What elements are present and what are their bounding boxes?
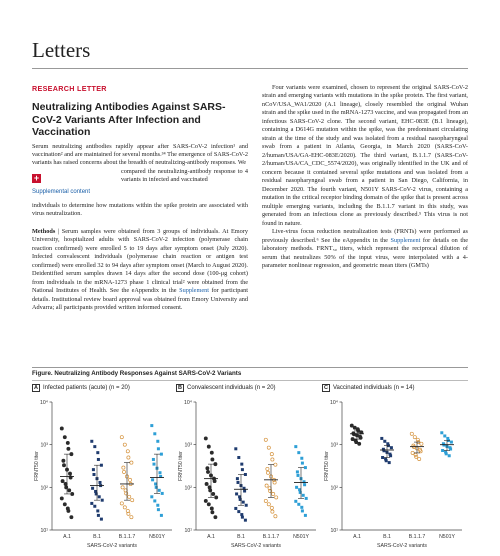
x-axis-title: SARS-CoV-2 variants: [231, 543, 281, 549]
data-point-B.1: [93, 473, 96, 476]
data-point-B.1.1.7: [272, 492, 275, 495]
panel-a-label: [32, 384, 130, 392]
data-point-B.1: [245, 504, 248, 507]
data-point-B.1.1.7: [274, 463, 277, 466]
data-point-N501Y: [450, 441, 453, 444]
panel-c-label: [322, 384, 414, 392]
x-tick-label: A.1: [207, 534, 215, 540]
data-point-A.1: [213, 479, 216, 482]
data-point-B.1: [243, 490, 246, 493]
data-point-N501Y: [296, 470, 299, 473]
data-point-N501Y: [443, 434, 446, 437]
data-point-B.1: [91, 487, 94, 490]
intro-side-text: compared the neutralizing-antibody response to 4 variants in infected and vaccinated: [121, 167, 248, 184]
y-tick-label: 10¹: [40, 528, 48, 534]
frnt-text-a: Live-virus focus reduction neutralization tests (FRNTs) were performed as previously described.⁶ See the eAppendix in the: [262, 228, 468, 244]
data-point-B.1: [240, 513, 243, 516]
data-point-B.1.1.7: [420, 442, 423, 445]
data-point-B.1.1.7: [123, 506, 126, 509]
x-axis-title: SARS-CoV-2 variants: [87, 543, 137, 549]
x-tick-label: B.1: [237, 534, 245, 540]
data-point-B.1: [390, 446, 393, 449]
supplemental-row: [32, 168, 248, 202]
data-point-B.1: [97, 514, 100, 517]
data-point-B.1.1.7: [275, 496, 278, 499]
y-axis-title: FRNT50 titer: [178, 451, 184, 481]
data-point-A.1: [62, 459, 65, 462]
data-point-B.1: [97, 458, 100, 461]
data-point-B.1.1.7: [266, 471, 269, 474]
supplement-link[interactable]: Supplement: [179, 287, 209, 295]
data-point-B.1.1.7: [265, 484, 268, 487]
methods-paragraph: [32, 228, 248, 313]
y-tick-label: 10³: [184, 442, 192, 449]
x-tick-label: B.1.1.7: [118, 534, 136, 540]
data-point-A.1: [210, 507, 213, 510]
data-point-A.1: [66, 441, 69, 444]
right-column: [262, 84, 468, 271]
data-point-B.1: [238, 495, 241, 498]
data-point-B.1: [99, 481, 102, 484]
data-point-B.1: [100, 464, 103, 467]
x-tick-label: B.1.1.7: [262, 534, 280, 540]
data-point-B.1.1.7: [264, 438, 267, 441]
data-point-B.1.1.7: [271, 510, 274, 513]
panel-b-chart: [176, 394, 322, 554]
data-point-N501Y: [159, 471, 162, 474]
data-point-B.1.1.7: [120, 436, 123, 439]
data-point-B.1: [237, 481, 240, 484]
x-tick-label: B.1.1.7: [408, 534, 426, 540]
data-point-N501Y: [152, 458, 155, 461]
data-point-A.1: [212, 492, 215, 495]
data-point-B.1.1.7: [267, 446, 270, 449]
data-point-B.1: [242, 501, 245, 504]
panel-c: [322, 384, 468, 554]
data-point-B.1: [90, 440, 93, 443]
data-point-A.1: [214, 516, 217, 519]
data-point-N501Y: [445, 452, 448, 455]
data-point-A.1: [68, 472, 71, 475]
data-point-A.1: [211, 458, 214, 461]
data-point-N501Y: [297, 503, 300, 506]
frnt-text-b: for details on the laboratory methods. FRNT₅₀ titers, which represent the reciprocal dilution of serum that neutralizes 50% of the input virus, were interpolated with a 4-parameter nonlinear regression, and geometric mean titers (GMTs): [262, 236, 468, 270]
data-point-N501Y: [157, 508, 160, 511]
data-point-B.1.1.7: [130, 516, 133, 519]
data-point-N501Y: [161, 492, 164, 495]
data-point-A.1: [61, 479, 64, 482]
y-tick-label: 10²: [184, 485, 192, 492]
y-tick-label: 10¹: [330, 528, 338, 534]
data-point-B.1.1.7: [410, 432, 413, 435]
data-point-B.1: [244, 473, 247, 476]
data-point-N501Y: [160, 453, 163, 456]
data-point-B.1.1.7: [120, 502, 123, 505]
x-tick-label: N501Y: [439, 534, 455, 540]
y-tick-label: 10²: [330, 485, 338, 492]
data-point-N501Y: [297, 451, 300, 454]
data-point-B.1.1.7: [271, 458, 274, 461]
data-point-N501Y: [150, 495, 153, 498]
panel-b-title: Convalescent individuals (n = 20): [187, 385, 276, 391]
supplemental-label: Supplemental content: [32, 188, 91, 195]
data-point-B.1.1.7: [267, 503, 270, 506]
data-point-A.1: [204, 499, 207, 502]
panel-c-chart: [322, 394, 468, 554]
data-point-B.1.1.7: [264, 499, 267, 502]
x-tick-label: N501Y: [149, 534, 165, 540]
data-point-B.1: [380, 437, 383, 440]
data-point-N501Y: [154, 482, 157, 485]
data-point-N501Y: [156, 504, 159, 507]
data-point-B.1: [244, 519, 247, 522]
data-point-A.1: [358, 442, 361, 445]
x-axis-title: SARS-CoV-2 variants: [377, 543, 427, 549]
data-point-N501Y: [153, 499, 156, 502]
data-point-A.1: [209, 489, 212, 492]
data-point-B.1: [101, 499, 104, 502]
data-point-A.1: [210, 451, 213, 454]
figure-caption: Figure. Neutralizing Antibody Responses Against SARS-CoV-2 Variants: [32, 370, 242, 377]
plus-icon: +: [33, 172, 40, 183]
data-point-B.1.1.7: [131, 499, 134, 502]
data-point-A.1: [350, 424, 353, 427]
data-point-B.1: [389, 454, 392, 457]
data-point-N501Y: [153, 463, 156, 466]
data-point-B.1: [236, 477, 239, 480]
intro-paragraph: Serum neutralizing antibodies rapidly appear after SARS-CoV-2 infection¹ and vaccination² and are maintained for several months.³⁴ The emergence of SARS-CoV-2 variants has raised concerns about the breadth of neutralizing-antibody responses. We: [32, 142, 248, 167]
x-tick-label: B.1: [93, 534, 101, 540]
data-point-N501Y: [449, 448, 452, 451]
data-point-B.1.1.7: [415, 455, 418, 458]
data-point-A.1: [207, 503, 210, 506]
data-point-B.1: [93, 445, 96, 448]
panel-b-letter: B: [176, 384, 184, 392]
panel-c-title: Vaccinated individuals (n = 14): [333, 385, 415, 391]
section-header: Letters: [32, 38, 91, 62]
y-tick-label: 10²: [40, 485, 48, 492]
panel-b-label: [176, 384, 276, 392]
data-point-B.1.1.7: [121, 486, 124, 489]
data-point-N501Y: [304, 514, 307, 517]
data-point-B.1.1.7: [128, 495, 131, 498]
data-point-A.1: [60, 497, 63, 500]
data-point-A.1: [70, 453, 73, 456]
data-point-A.1: [204, 437, 207, 440]
data-point-B.1: [98, 495, 101, 498]
data-point-B.1.1.7: [411, 451, 414, 454]
data-point-N501Y: [301, 462, 304, 465]
y-tick-label: 10⁴: [184, 400, 192, 406]
supplemental-content-link[interactable]: [32, 168, 117, 195]
methods-text: | Serum samples were obtained from 3 groups of individuals. At Emory University, hospitalized adults with SARS-CoV-2 infection (polymerase chain reaction confirmed) were enrolled 5 to 19 days after symptom onset (July 2020). Infected convalescent individuals (polymerase chain reaction or antigen test confirmed) were enrolled 32 to 94 days after symptom onset (March to August 2020). Deidentified serum samples drawn 14 days after the second dose (100-μg cohort) from individuals in the mRNA-1273 phase 1 clinical trial² were obtained from the National Institutes of Health. See the eAppendix in the: [32, 227, 248, 295]
data-point-N501Y: [300, 506, 303, 509]
data-point-B.1.1.7: [122, 470, 125, 473]
data-point-B.1: [93, 505, 96, 508]
data-point-B.1.1.7: [125, 492, 128, 495]
data-point-N501Y: [301, 509, 304, 512]
y-tick-label: 10³: [330, 442, 338, 449]
data-point-B.1: [237, 510, 240, 513]
data-point-A.1: [207, 445, 210, 448]
y-tick-label: 10⁴: [40, 400, 48, 406]
data-point-B.1: [92, 468, 95, 471]
data-point-B.1: [96, 509, 99, 512]
data-point-B.1.1.7: [130, 461, 133, 464]
data-point-B.1: [100, 518, 103, 521]
data-point-N501Y: [150, 424, 153, 427]
data-point-B.1: [235, 492, 238, 495]
data-point-N501Y: [448, 454, 451, 457]
data-point-B.1: [241, 468, 244, 471]
data-point-N501Y: [440, 431, 443, 434]
data-point-B.1.1.7: [413, 436, 416, 439]
data-point-B.1.1.7: [128, 478, 131, 481]
intro-continued: individuals to determine how mutations within the spike protein are associated with virus neutralization.: [32, 201, 248, 218]
data-point-B.1: [385, 459, 388, 462]
x-tick-label: A.1: [353, 534, 361, 540]
data-point-N501Y: [302, 494, 305, 497]
data-point-B.1: [388, 461, 391, 464]
x-tick-label: A.1: [63, 534, 71, 540]
data-point-A.1: [355, 440, 358, 443]
data-point-N501Y: [305, 497, 308, 500]
data-point-N501Y: [156, 440, 159, 443]
data-point-B.1.1.7: [270, 506, 273, 509]
panel-a-title: Infected patients (acute) (n = 20): [43, 385, 130, 391]
figure-subdivider: [32, 380, 468, 381]
y-tick-label: 10³: [40, 442, 48, 449]
data-point-A.1: [71, 492, 74, 495]
data-point-B.1: [240, 463, 243, 466]
methods-heading: Methods: [32, 227, 56, 235]
data-point-A.1: [67, 509, 70, 512]
data-point-A.1: [214, 463, 217, 466]
data-point-A.1: [205, 482, 208, 485]
data-point-B.1.1.7: [122, 466, 125, 469]
x-tick-label: B.1: [383, 534, 391, 540]
y-axis-title: FRNT50 titer: [34, 451, 40, 481]
supplement-link-2[interactable]: Supplement: [390, 236, 421, 244]
panel-b: [176, 384, 322, 554]
data-point-B.1.1.7: [274, 515, 277, 518]
data-point-B.1: [234, 447, 237, 450]
panel-a: [32, 384, 178, 554]
data-point-N501Y: [297, 474, 300, 477]
data-point-B.1.1.7: [266, 467, 269, 470]
data-point-A.1: [70, 516, 73, 519]
data-point-A.1: [211, 511, 214, 514]
data-point-B.1: [237, 456, 240, 459]
data-point-A.1: [215, 496, 218, 499]
data-point-N501Y: [151, 478, 154, 481]
x-tick-label: N501Y: [293, 534, 309, 540]
data-point-B.1: [90, 502, 93, 505]
data-point-A.1: [62, 464, 65, 467]
data-point-N501Y: [300, 457, 303, 460]
data-point-A.1: [206, 467, 209, 470]
data-point-B.1.1.7: [418, 457, 421, 460]
data-point-N501Y: [158, 489, 161, 492]
data-point-N501Y: [295, 486, 298, 489]
y-axis-title: FRNT50 titer: [324, 451, 330, 481]
data-point-N501Y: [157, 447, 160, 450]
methods-tail: for participant details. Institutional review board approval was obtained from Emory University and Advarra; all participants provided written informed consent.: [32, 287, 248, 312]
variants-paragraph: Four variants were examined, chosen to represent the original SARS-CoV-2 strain and emerging variants with mutations in the spike protein. The first variant, nCoV/USA_WA1/2020 (A.1 lineage), closely resembled the original Wuhan strain and the spike used in the mRNA-1273 vaccine, and was propagated from an infectious SARS-CoV-2 clone. The second variant, EHC-083E (B.1 lineage), containing a D614G mutation within the spike, was the predominant circulating strain at the time of the study and was isolated from a residual nasopharyngeal swab from a patient in Atlanta, Georgia, in March 2020 (SARS-CoV-2/human/USA/GA-EHC-083E/2020). The third variant, B.1.1.7 (SARS-CoV-2/human/USA/CA_CDC_5574/2020), was originally identified in the UK and of concern because it contained several spike mutations and was isolated from a residual nasopharyngeal swab from a patient in San Diego, California, in December 2020. The fourth variant, N501Y SARS-CoV-2 virus, containing a mutation in the critical receptor binding domain of the spike that is present across multiple emerging variants, including the B.1.1.7 variant in this study, was generated from an infectious clone as previously described.⁵ This virus is not found in nature.: [262, 84, 468, 227]
data-point-B.1: [96, 451, 99, 454]
header-divider: [32, 68, 468, 69]
y-tick-label: 10⁴: [330, 400, 338, 406]
data-point-N501Y: [304, 466, 307, 469]
data-point-B.1: [234, 507, 237, 510]
data-point-B.1: [241, 516, 244, 519]
data-point-N501Y: [294, 500, 297, 503]
data-point-A.1: [68, 489, 71, 492]
panel-a-letter: A: [32, 384, 40, 392]
panel-a-chart: [32, 394, 178, 554]
data-point-N501Y: [303, 483, 306, 486]
data-point-B.1.1.7: [127, 456, 130, 459]
data-point-B.1.1.7: [126, 450, 129, 453]
data-point-A.1: [63, 436, 66, 439]
data-point-A.1: [206, 470, 209, 473]
data-point-B.1.1.7: [270, 453, 273, 456]
panel-c-letter: C: [322, 384, 330, 392]
article-title: Neutralizing Antibodies Against SARS-CoV-2 Variants After Infection and Vaccination: [32, 101, 226, 138]
data-point-A.1: [67, 447, 70, 450]
data-point-B.1: [381, 456, 384, 459]
y-tick-label: 10¹: [184, 528, 192, 534]
data-point-A.1: [60, 427, 63, 430]
data-point-B.1: [383, 440, 386, 443]
figure-divider: [32, 367, 468, 368]
data-point-N501Y: [298, 488, 301, 491]
frnt-paragraph: [262, 228, 468, 270]
data-point-N501Y: [153, 432, 156, 435]
data-point-A.1: [65, 486, 68, 489]
data-point-N501Y: [441, 449, 444, 452]
article-kicker: RESEARCH LETTER: [32, 84, 107, 93]
data-point-N501Y: [294, 445, 297, 448]
data-point-B.1.1.7: [123, 443, 126, 446]
data-point-A.1: [63, 503, 66, 506]
left-column: [32, 84, 248, 313]
data-point-N501Y: [160, 514, 163, 517]
